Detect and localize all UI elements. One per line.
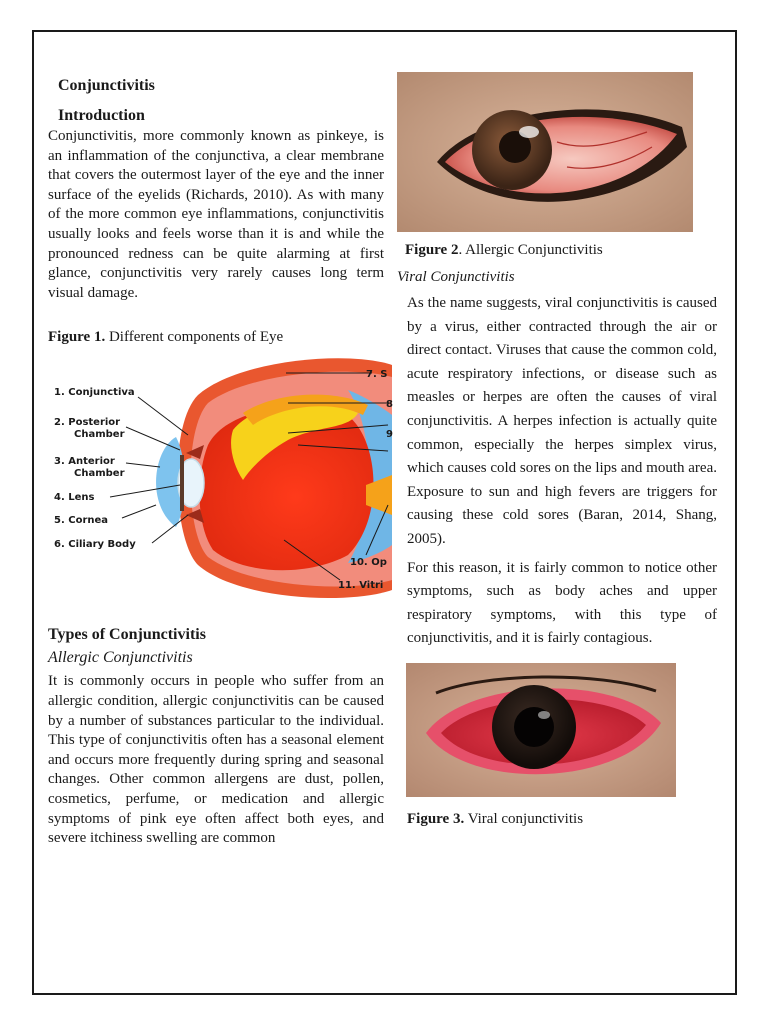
figure3-caption-text: Viral conjunctivitis <box>464 810 584 827</box>
label-9: 9 <box>386 429 393 441</box>
figure2-caption-text: . Allergic Conjunctivitis <box>458 242 603 258</box>
types-heading: Types of Conjunctivitis <box>48 626 206 644</box>
label-conjunctiva: 1. Conjunctiva <box>54 387 135 399</box>
label-ciliary-body: 6. Ciliary Body <box>54 539 136 551</box>
iris-shape <box>180 455 184 511</box>
label-optic-nerve: 10. Op <box>350 557 387 569</box>
viral-heading: Viral Conjunctivitis <box>397 269 515 285</box>
right-column <box>397 72 717 829</box>
label-lens: 4. Lens <box>54 492 95 504</box>
viral-paragraph-2: For this reason, it is fairly common to notice other symptoms, such as body aches and upper respiratory symptoms, with this type of conjunctivitis, and it is fairly contagious. <box>407 559 717 647</box>
figure3-caption <box>397 809 717 829</box>
label-posterior-chamber-1: 2. Posterior <box>54 417 121 429</box>
eye-anatomy-diagram <box>48 355 392 605</box>
introduction-paragraph: Conjunctivitis, more commonly known as pinkeye, is an inflammation of the conjunctiva, a clear membrane that covers the outermost layer of the eye and the inner surface of the eyelids (Richards, 2010). As with many of the more common eye inflammations, conjunctivitis usually looks and feels worse than it is and while the pronounced redness can be quite alarming at first glance, conjunctivitis very rarely causes long term visual damage. <box>48 128 384 301</box>
label-7: 7. S <box>366 369 388 381</box>
figure3-label: Figure 3. <box>407 810 465 827</box>
figure1-label: Figure 1. <box>48 329 106 346</box>
viral-eye-photo <box>406 663 676 797</box>
figure1-caption-text: Different components of Eye <box>105 329 284 346</box>
figure2-label: Figure 2 <box>405 242 459 258</box>
introduction-heading: Introduction <box>58 107 145 124</box>
viral-paragraph-1: As the name suggests, viral conjunctivitis is caused by a virus, either contracted through the air or direct contact. Viruses that cause the common cold, acute respiratory infections, or disease such as measles or herpes are often the causes of viral conjunctivitis. A herpes infection is actually quite common, especially the herpes simplex virus, which causes cold sores on the lips and mouth area. Exposure to sun and high fevers are triggers for causing these cold sores (Baran, 2014, Shang, 2005). <box>407 295 717 547</box>
label-cornea: 5. Cornea <box>54 515 109 527</box>
label-anterior-chamber-2: Chamber <box>74 468 125 480</box>
label-posterior-chamber-2: Chamber <box>74 429 125 441</box>
label-8: 8 <box>386 399 393 411</box>
label-vitreous: 11. Vitri <box>338 580 384 592</box>
figure2-caption <box>397 240 717 260</box>
allergic-paragraph: It is commonly occurs in people who suffer from an allergic condition, allergic conjunctivitis can be caused by a number of substances particular to the individual. This type of conjunctivitis often has a seasonal element and occurs more frequently during spring and seasonal changes. Other common allergens are dust, pollen, cosmetics, perfume, or medication and allergic symptoms of pink eye often affect both eyes, and severe itchiness swelling are common <box>48 673 384 847</box>
label-anterior-chamber-1: 3. Anterior <box>54 456 115 468</box>
allergic-eye-photo <box>397 72 693 232</box>
figure1-caption <box>48 327 384 347</box>
allergic-heading: Allergic Conjunctivitis <box>48 649 193 667</box>
document-title: Conjunctivitis <box>58 77 155 94</box>
left-column <box>48 74 393 849</box>
